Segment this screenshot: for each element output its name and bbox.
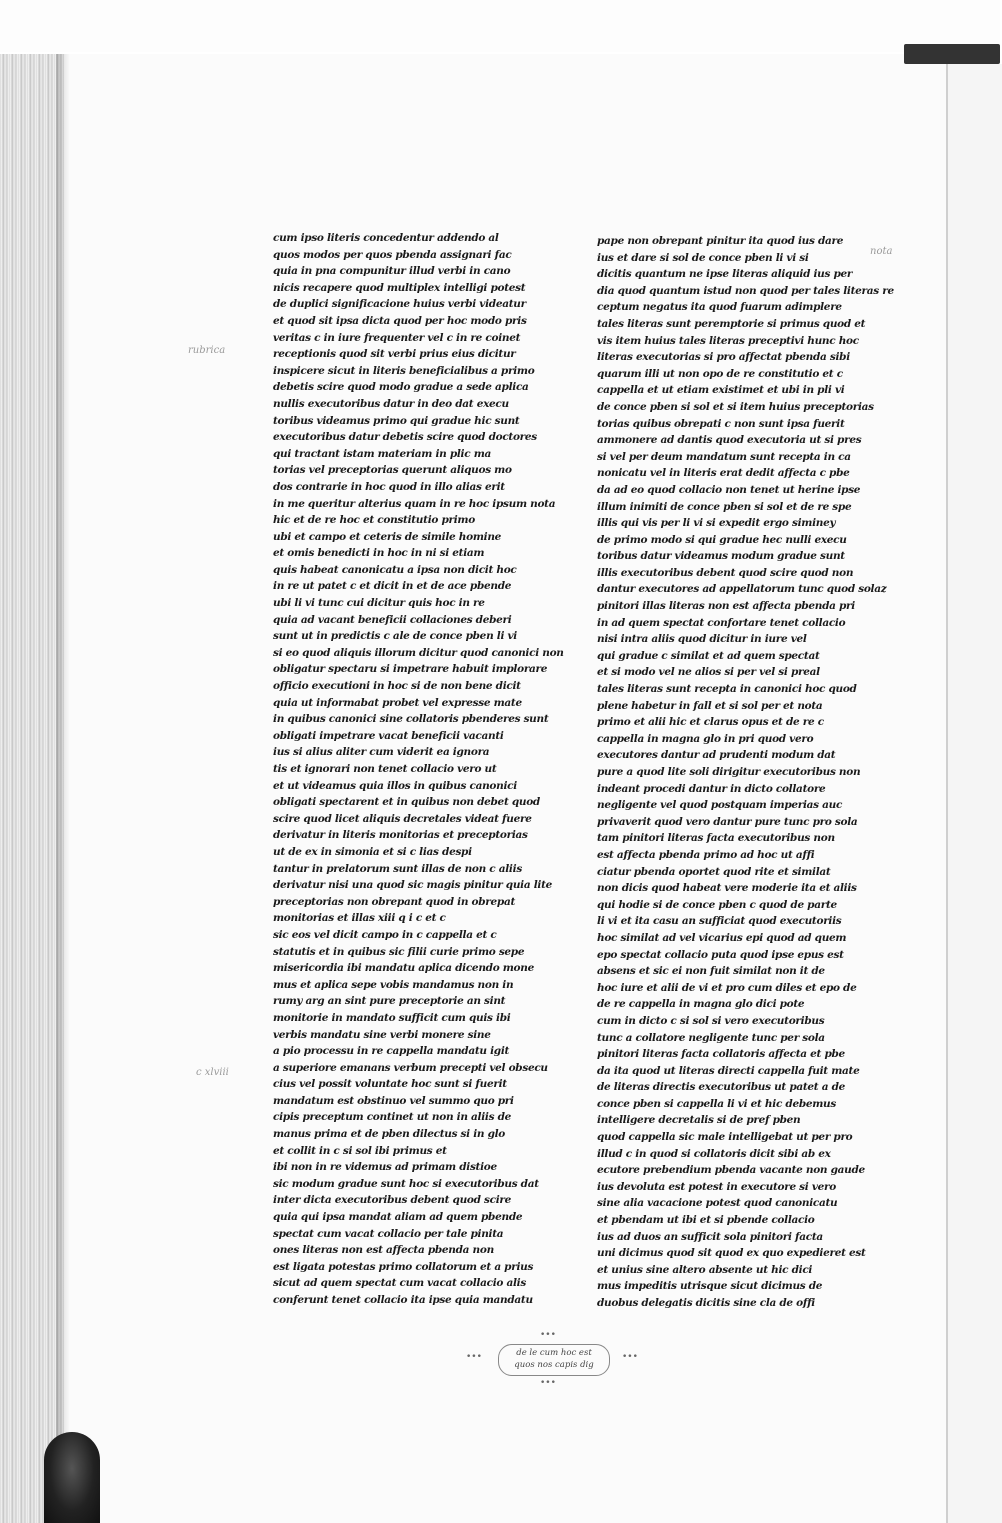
text-line: tis et ignorari non tenet collacio vero ut (273, 763, 497, 775)
text-line: quarum illi ut non opo de re constitutio et c (597, 367, 843, 380)
text-line: executoribus datur debetis scire quod doctores (273, 431, 537, 444)
text-line: primo et alii hic et clarus opus et de re c (597, 716, 824, 729)
text-line: verbis mandatu sine verbi monere sine (273, 1028, 491, 1041)
text-line: sunt ut in predictis c ale de conce pben li vi (273, 630, 517, 643)
text-line: torias vel preceptorias querunt aliquos mo (273, 464, 512, 477)
text-line: preceptorias non obrepant quod in obrepat (273, 895, 515, 908)
text-line: pape non obrepant pinitur ita quod ius dare (597, 235, 844, 247)
text-line: statutis et in quibus sic filii curie primo sepe (273, 945, 525, 958)
text-line: ecutore prebendium pbenda vacante non gaude (597, 1164, 865, 1177)
text-line: in me queritur alterius quam in re hoc ipsum nota (273, 497, 556, 510)
text-line: da ad eo quod collacio non tenet ut herine ipse (597, 483, 861, 496)
text-line: misericordia ibi mandatu aplica dicendo mone (273, 962, 534, 975)
text-line: privaverit quod vero dantur pure tunc pro sola (597, 815, 858, 828)
text-line: negligente vel quod postquam imperias auc (597, 799, 843, 812)
text-line: de re cappella in magna glo dici pote (597, 998, 805, 1011)
text-line: li vi et ita casu an sufficiat quod executoriis (597, 915, 842, 928)
text-line: executores dantur ad prudenti modum dat (597, 749, 836, 762)
text-line: ius ad duos an sufficit sola pinitori facta (597, 1230, 823, 1243)
text-line: a superiore emanans verbum precepti vel obsecu (273, 1061, 548, 1074)
text-line: derivatur in literis monitorias et preceptorias (273, 829, 528, 842)
text-line: illum inimiti de conce pben si sol et de re spe (597, 500, 852, 513)
text-line: tales literas sunt peremptorie si primus quod et (597, 317, 866, 330)
text-line: vis item huius tales literas preceptivi hunc hoc (597, 334, 859, 347)
text-line: tam pinitori literas facta executoribus non (597, 832, 835, 845)
text-line: obligati impetrare vacat beneficii vacanti (273, 729, 504, 742)
text-line: da ita quod ut literas directi cappella fuit mate (597, 1064, 860, 1077)
text-line: qui tractant istam materiam in plic ma (273, 447, 492, 460)
text-line: indeant procedi dantur in dicto collatore (597, 782, 826, 795)
text-line: quod cappella sic male intelligebat ut per pro (597, 1131, 853, 1144)
text-line: obligatur spectaru si impetrare habuit implorare (273, 663, 548, 676)
text-line: mus et aplica sepe vobis mandamus non in (273, 978, 514, 991)
text-line: derivatur nisi una quod sic magis pinitur quia lite (273, 879, 553, 892)
text-line: hoc iure et alii de vi et pro cum diles et epo de (597, 981, 857, 994)
text-line: non dicis quod habeat vere moderie ita et aliis (597, 882, 857, 895)
text-line: mus impeditis utrisque sicut dicimus de (597, 1280, 823, 1293)
text-line: si vel per deum mandatum sunt recepta in ca (597, 450, 851, 463)
text-line: dia quod quantum istud non quod per tales literas re (597, 284, 894, 297)
text-line: conferunt tenet collacio ita ipse quia mandatu (273, 1294, 533, 1306)
text-line: ut de ex in simonia et si c lias despi (273, 845, 472, 858)
text-line: manus prima et de pben dilectus si in glo (273, 1128, 506, 1141)
text-line: cum in dicto c si sol si vero executoribus (597, 1014, 825, 1027)
text-line: et pbendam ut ibi et si pbende collacio (597, 1214, 815, 1227)
text-line: quis habeat canonicatu a ipsa non dicit hoc (273, 563, 517, 576)
text-column-right (597, 233, 894, 1309)
text-line: dicitis quantum ne ipse literas aliquid ius per (597, 268, 853, 281)
text-line: et omis benedicti in hoc in ni si etiam (273, 547, 485, 560)
text-line: nicis recapere quod multiplex intelligi potest (273, 281, 526, 294)
text-line: nonicatu vel in literis erat dedit affecta c pbe (597, 467, 850, 480)
text-line: cipis preceptum continet ut non in aliis de (273, 1111, 511, 1124)
catchword (466, 1330, 638, 1390)
text-line: officio executioni in hoc si de non bene dicit (273, 680, 521, 693)
text-line: pinitori illas literas non est affecta pbenda pri (597, 600, 855, 613)
catchword-frame (498, 1344, 610, 1376)
text-line: hoc similat ad vel vicarius epi quod ad quem (597, 931, 847, 944)
text-line: intelligere decretalis si de pref pben (597, 1114, 801, 1127)
text-line: est affecta pbenda primo ad hoc ut affi (597, 848, 815, 861)
text-line: uni dicimus quod sit quod ex quo expedieret est (597, 1247, 866, 1260)
gutter-shadow (56, 54, 70, 1523)
text-column-left (273, 230, 564, 1306)
catchword-line: quos nos capis dig (514, 1360, 594, 1370)
text-line: dantur executores ad appellatorum tunc quod solaz (597, 583, 887, 596)
decoration-dots: ••• (622, 1352, 638, 1362)
text-line: de conce pben si sol et si item huius preceptorias (597, 400, 874, 413)
text-line: et unius sine altero absente ut hic dici (597, 1263, 813, 1276)
text-line: cappella et ut etiam existimet et ubi in pli vi (597, 384, 845, 397)
text-line: et si modo vel ne alios si per vel si preal (597, 666, 820, 679)
text-line: ones literas non est affecta pbenda non (273, 1244, 494, 1257)
text-line: nullis executoribus datur in deo dat execu (273, 397, 509, 410)
text-line: de primo modo si qui gradue hec nulli execu (597, 533, 847, 546)
text-line: ius si alius aliter cum viderit ea ignora (273, 746, 490, 759)
text-line: illud c in quod si collatoris dicit sibi ab ex (597, 1147, 831, 1160)
text-line: toribus datur videamus modum gradue sunt (597, 550, 845, 563)
text-line: literas executorias si pro affectat pbenda sibi (597, 351, 850, 364)
text-line: scire quod licet aliquis decretales videat fuere (273, 812, 532, 825)
text-line: inspicere sicut in literis beneficialibus a primo (273, 364, 535, 377)
text-line: qui hodie si de conce pben c quod de parte (597, 898, 837, 911)
text-line: ubi li vi tunc cui dicitur quis hoc in re (273, 597, 485, 610)
text-line: et quod sit ipsa dicta quod per hoc modo pris (273, 314, 527, 327)
thumb-holding-page (44, 1432, 100, 1523)
text-line: duobus delegatis dicitis sine cla de offi (597, 1297, 815, 1309)
text-line: in re ut patet c et dicit in et de ace pbende (273, 580, 512, 593)
text-line: ceptum negatus ita quod fuarum adimplere (597, 301, 842, 314)
text-line: pinitori literas facta collatoris affecta et pbe (597, 1048, 845, 1061)
text-line: hic et de re hoc et constitutio primo (273, 514, 475, 527)
text-line: tunc a collatore negligente tunc per sola (597, 1031, 825, 1044)
text-line: sic modum gradue sunt hoc si executoribus dat (273, 1177, 539, 1190)
text-line: dos contrarie in hoc quod in illo alias erit (273, 480, 505, 493)
text-line: tantur in prelatorum sunt illas de non c aliis (273, 862, 522, 875)
text-line: debetis scire quod modo gradue a sede aplica (273, 381, 529, 394)
text-line: cius vel possit voluntate hoc sunt si fuerit (273, 1078, 507, 1091)
text-line: monitorie in mandato sufficit cum quis ibi (273, 1011, 511, 1024)
text-line: cum ipso literis concedentur addendo al (273, 232, 499, 244)
book-clamp (904, 44, 1000, 64)
text-line: quia ad vacant beneficii collaciones deberi (273, 613, 512, 626)
decoration-dots: ••• (540, 1330, 556, 1340)
margin-note: rubrica (188, 345, 226, 356)
margin-note: nota (870, 246, 893, 257)
text-line: receptionis quod sit verbi prius eius dicitur (273, 348, 516, 361)
margin-note: c xlviii (196, 1067, 229, 1078)
text-line: de duplici significacione huius verbi videatur (273, 298, 526, 311)
text-line: ciatur pbenda oportet quod rite et similat (597, 865, 831, 878)
page-stack-edge (0, 54, 64, 1523)
adjacent-page-edge (946, 64, 1002, 1523)
text-line: torias quibus obrepati c non sunt ipsa fuerit (597, 417, 845, 430)
text-line: quos modos per quos pbenda assignari fac (273, 248, 512, 261)
text-line: plene habetur in fall et si sol per et nota (597, 699, 823, 712)
text-line: spectat cum vacat collacio per tale pinita (273, 1227, 504, 1240)
text-line: est ligata potestas primo collatorum et a prius (273, 1260, 534, 1273)
text-line: nisi intra aliis quod dicitur in iure vel (597, 633, 807, 646)
text-line: in quibus canonici sine collatoris pbenderes sunt (273, 713, 549, 726)
text-line: epo spectat collacio puta quod ipse epus est (597, 948, 844, 961)
text-line: de literas directis executoribus ut patet a de (597, 1081, 845, 1094)
text-line: ubi et campo et ceteris de simile homine (273, 530, 502, 543)
text-line: qui gradue c similat et ad quem spectat (597, 649, 820, 662)
scan-background (0, 0, 1000, 52)
text-line: sine alia vacacione potest quod canonicatu (597, 1197, 838, 1210)
text-line: monitorias et illas xiii q i c et c (273, 912, 446, 925)
text-line: toribus videamus primo qui gradue hic sunt (273, 414, 520, 427)
text-line: conce pben si cappella li vi et hic debemus (597, 1097, 837, 1110)
text-line: rumy arg an sint pure preceptorie an sint (273, 995, 506, 1008)
text-line: si eo quod aliquis illorum dicitur quod canonici non (273, 646, 564, 659)
text-line: in ad quem spectat confortare tenet collacio (597, 616, 846, 629)
text-line: cappella in magna glo in pri quod vero (597, 732, 814, 745)
text-line: pure a quod lite soli dirigitur executoribus non (597, 766, 861, 778)
text-line: veritas c in iure frequenter vel c in re coinet (273, 331, 521, 344)
text-line: obligati spectarent et in quibus non debet quod (273, 796, 540, 809)
text-line: illis executoribus debent quod scire quod non (597, 566, 854, 579)
text-line: a pio processu in re cappella mandatu igit (273, 1045, 510, 1058)
text-line: quia in pna compunitur illud verbi in cano (273, 265, 511, 278)
text-line: absens et sic ei non fuit similat non it de (597, 965, 825, 978)
decoration-dots: ••• (466, 1352, 482, 1362)
text-line: quia qui ipsa mandat aliam ad quem pbende (273, 1211, 523, 1224)
text-line: ius devoluta est potest in executore si vero (597, 1180, 836, 1193)
text-line: et ut videamus quia illos in quibus canonici (273, 779, 517, 792)
text-line: ammonere ad dantis quod executoria ut si pres (597, 434, 862, 447)
text-line: quia ut informabat probet vel expresse mate (273, 696, 522, 709)
text-line: inter dicta executoribus debent quod scire (273, 1194, 512, 1207)
text-line: sic eos vel dicit campo in c cappella et c (273, 928, 497, 941)
text-line: ibi non in re videmus ad primam distioe (273, 1161, 497, 1174)
catchword-line: de le cum hoc est (516, 1348, 592, 1358)
text-line: et collit in c si sol ibi primus et (273, 1144, 447, 1157)
text-line: tales literas sunt recepta in canonici hoc quod (597, 683, 857, 696)
decoration-dots: ••• (540, 1378, 556, 1388)
text-line: mandatum est obstinuo vel summo quo pri (273, 1094, 514, 1107)
text-line: illis qui vis per li vi si expedit ergo siminey (597, 517, 836, 530)
text-line: sicut ad quem spectat cum vacat collacio alis (273, 1277, 526, 1290)
text-line: ius et dare si sol de conce pben li vi si (597, 251, 809, 264)
